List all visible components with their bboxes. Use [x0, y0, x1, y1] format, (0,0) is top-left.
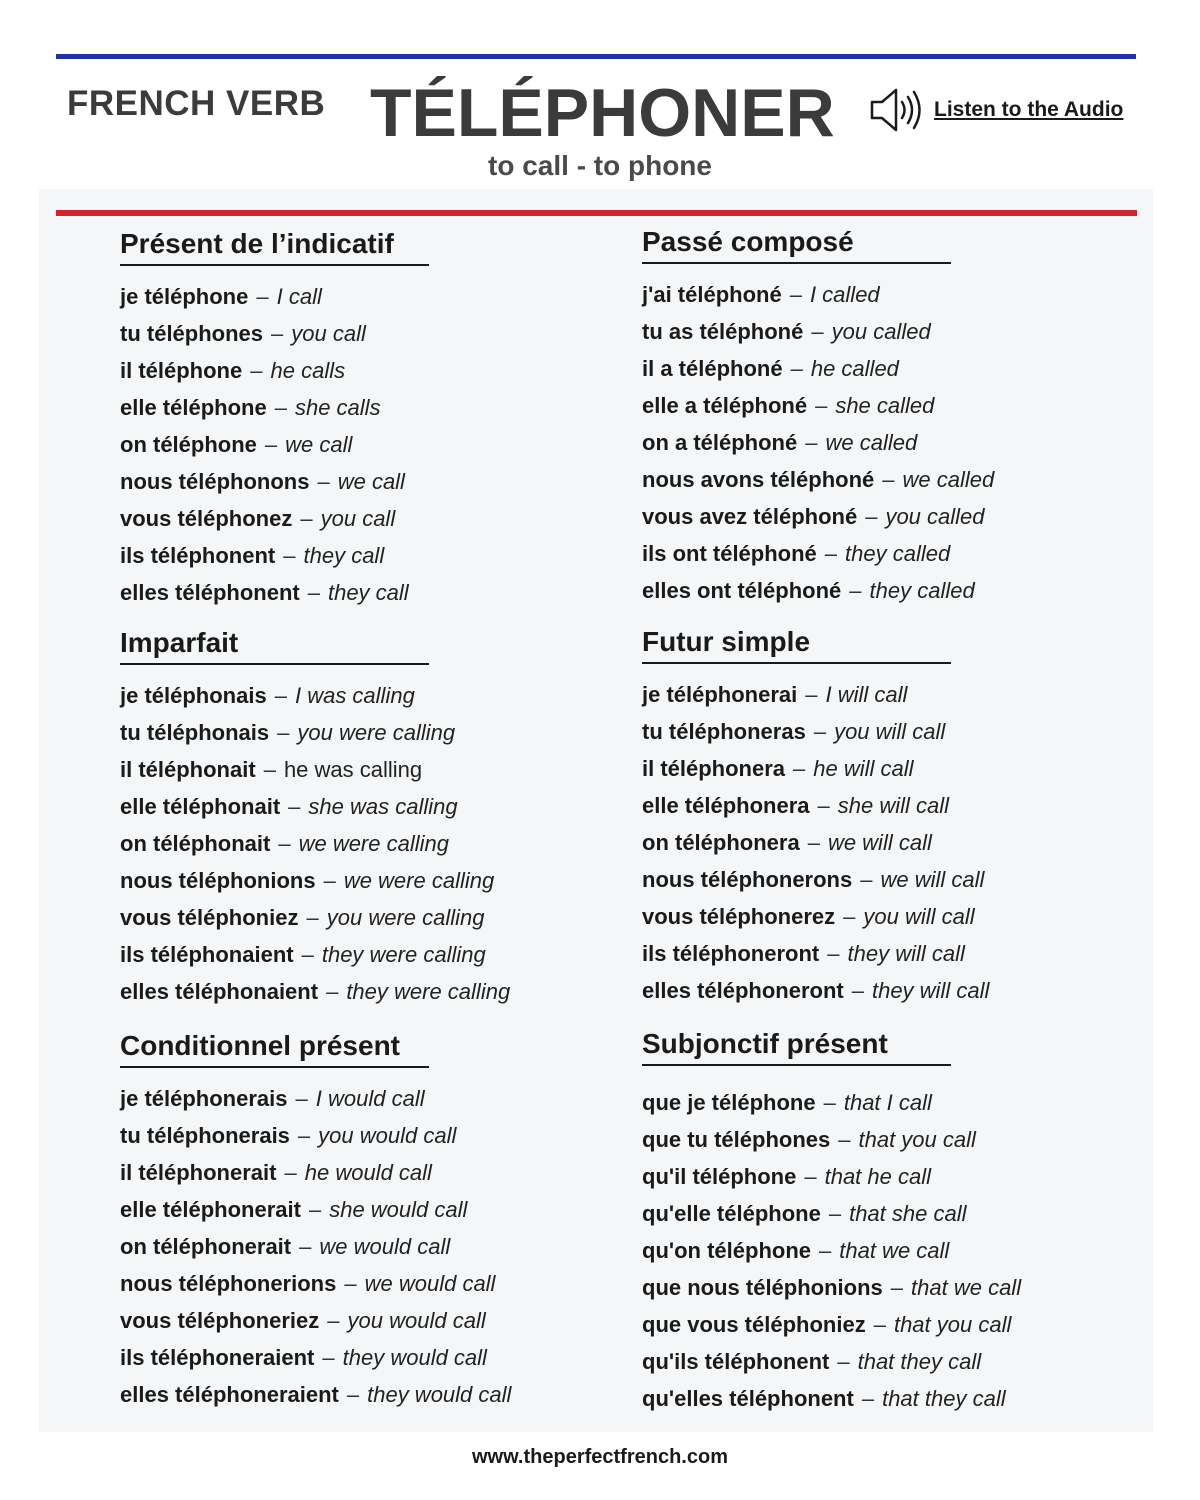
conjugation-row: [120, 541, 560, 578]
conjugation-list: [642, 680, 1082, 1013]
separator-dash: –: [861, 1386, 875, 1411]
french-form: elles téléphonaient: [120, 979, 319, 1004]
conjugation-row: [642, 865, 1082, 902]
english-translation: we would call: [319, 1234, 451, 1259]
english-translation: you will call: [863, 904, 975, 929]
conjugation-row: [120, 755, 560, 792]
separator-dash: –: [323, 868, 336, 893]
french-form: je téléphonais: [120, 683, 267, 708]
english-translation: you called: [885, 504, 985, 529]
english-translation: he was calling: [283, 757, 423, 782]
english-translation: we call: [285, 432, 353, 457]
conjugation-row: [120, 792, 560, 829]
conjugation-row: [120, 1232, 560, 1269]
english-translation: we were calling: [298, 831, 449, 856]
english-translation: I called: [809, 282, 880, 307]
french-form: qu'elles téléphonent: [642, 1386, 854, 1411]
english-translation: you would call: [347, 1308, 486, 1333]
separator-dash: –: [274, 395, 287, 420]
french-form: on téléphonait: [120, 831, 271, 856]
conjugation-row: [120, 1306, 560, 1343]
conjugation-row: [642, 976, 1082, 1013]
french-form: nous téléphonions: [120, 868, 316, 893]
english-translation: I would call: [315, 1086, 425, 1111]
french-form: ils téléphoneraient: [120, 1345, 315, 1370]
english-translation: they called: [869, 578, 975, 603]
separator-dash: –: [838, 1127, 851, 1152]
english-translation: that we call: [911, 1275, 1022, 1300]
separator-dash: –: [849, 578, 862, 603]
french-form: je téléphonerais: [120, 1086, 288, 1111]
french-form: que tu téléphones: [642, 1127, 831, 1152]
french-form: vous téléphonerez: [642, 904, 836, 929]
conjugation-row: [642, 317, 1082, 354]
english-translation: we call: [337, 469, 405, 494]
separator-dash: –: [295, 1086, 308, 1111]
separator-dash: –: [327, 1308, 340, 1333]
conjugation-row: [120, 1121, 560, 1158]
english-translation: she would call: [329, 1197, 468, 1222]
separator-dash: –: [811, 319, 824, 344]
separator-dash: –: [815, 393, 828, 418]
conjugation-row: [120, 1084, 560, 1121]
conjugation-row: [120, 718, 560, 755]
conjugation-row: [642, 1384, 1082, 1421]
separator-dash: –: [813, 719, 827, 744]
separator-dash: –: [322, 1345, 335, 1370]
english-translation: that I call: [843, 1090, 932, 1115]
separator-dash: –: [805, 682, 818, 707]
separator-dash: –: [843, 904, 856, 929]
translation-subtitle: to call - to phone: [488, 150, 712, 181]
english-translation: they call: [327, 580, 409, 605]
english-translation: she calls: [294, 395, 381, 420]
conjugation-row: [120, 903, 560, 940]
conjugation-row: [120, 940, 560, 977]
french-form: qu'elle téléphone: [642, 1201, 821, 1226]
english-translation: you were calling: [297, 720, 456, 745]
english-translation: we will call: [880, 867, 985, 892]
english-translation: she called: [835, 393, 935, 418]
separator-dash: –: [346, 1382, 360, 1407]
french-form: il téléphone: [120, 358, 243, 383]
section-title: Conditionnel présent: [120, 1030, 429, 1068]
english-translation: I will call: [825, 682, 908, 707]
separator-dash: –: [271, 321, 284, 346]
separator-dash: –: [890, 1275, 904, 1300]
conjugation-row: [120, 282, 560, 319]
conjugation-row: [642, 754, 1082, 791]
conjugation-row: [642, 576, 1082, 613]
speaker-icon[interactable]: [868, 84, 924, 136]
conjugation-row: [120, 829, 560, 866]
separator-dash: –: [793, 756, 806, 781]
section-title: Passé composé: [642, 226, 951, 264]
audio-control[interactable]: [868, 84, 1123, 136]
separator-dash: –: [274, 683, 287, 708]
separator-dash: –: [837, 1349, 850, 1374]
footer-url[interactable]: www.theperfectfrench.com: [472, 1446, 728, 1468]
english-translation: that she call: [849, 1201, 967, 1226]
french-form: il téléphonait: [120, 757, 256, 782]
english-translation: he calls: [270, 358, 346, 383]
french-form: elle téléphonera: [642, 793, 810, 818]
conjugation-list: [642, 280, 1082, 613]
french-form: tu téléphonerais: [120, 1123, 290, 1148]
french-form: vous téléphonez: [120, 506, 293, 531]
french-form: ils téléphonaient: [120, 942, 294, 967]
french-form: elle téléphonait: [120, 794, 281, 819]
separator-dash: –: [263, 757, 276, 782]
conjugation-list: [120, 1084, 560, 1417]
conjugation-row: [642, 354, 1082, 391]
separator-dash: –: [264, 432, 278, 457]
english-translation: you would call: [318, 1123, 457, 1148]
french-form: qu'on téléphone: [642, 1238, 811, 1263]
french-form: elle téléphonerait: [120, 1197, 301, 1222]
english-translation: we would call: [364, 1271, 496, 1296]
french-form: je téléphonerai: [642, 682, 798, 707]
conjugation-row: [642, 1347, 1082, 1384]
conjugation-row: [120, 977, 560, 1014]
separator-dash: –: [301, 942, 314, 967]
separator-dash: –: [326, 979, 339, 1004]
english-translation: we called: [902, 467, 995, 492]
separator-dash: –: [827, 941, 840, 966]
separator-dash: –: [299, 1234, 312, 1259]
separator-dash: –: [344, 1271, 357, 1296]
conjugation-row: [120, 430, 560, 467]
conjugation-row: [120, 319, 560, 356]
english-translation: that they call: [857, 1349, 982, 1374]
separator-dash: –: [277, 720, 290, 745]
english-translation: you call: [320, 506, 396, 531]
english-translation: they called: [845, 541, 951, 566]
conjugation-row: [642, 1236, 1082, 1273]
section-title: Présent de l’indicatif: [120, 228, 429, 266]
separator-dash: –: [284, 1160, 297, 1185]
french-form: elles ont téléphoné: [642, 578, 842, 603]
french-form: elle téléphone: [120, 395, 267, 420]
english-translation: they would call: [367, 1382, 512, 1407]
section-title: Imparfait: [120, 627, 429, 665]
english-translation: that you call: [858, 1127, 976, 1152]
french-form: je téléphone: [120, 284, 249, 309]
conjugation-row: [642, 902, 1082, 939]
french-form: nous téléphonerons: [642, 867, 853, 892]
english-translation: that we call: [839, 1238, 950, 1263]
separator-dash: –: [307, 580, 320, 605]
french-form: que vous téléphoniez: [642, 1312, 866, 1337]
conjugation-row: [120, 467, 560, 504]
french-form: ils téléphonent: [120, 543, 276, 568]
conjugation-row: [120, 356, 560, 393]
section-passe-compose: [642, 226, 1082, 613]
english-translation: that you call: [893, 1312, 1012, 1337]
conjugation-row: [642, 791, 1082, 828]
french-verb-label: FRENCH VERB: [67, 84, 326, 123]
separator-dash: –: [256, 284, 269, 309]
separator-dash: –: [823, 1090, 836, 1115]
conjugation-row: [642, 1199, 1082, 1236]
conjugation-row: [642, 1273, 1082, 1310]
english-translation: you called: [831, 319, 931, 344]
english-translation: we were calling: [343, 868, 495, 893]
french-form: ils ont téléphoné: [642, 541, 817, 566]
section-imparfait: [120, 627, 560, 1014]
section-present: [120, 228, 560, 615]
conjugation-row: [642, 502, 1082, 539]
french-form: que je téléphone: [642, 1090, 816, 1115]
french-form: il a téléphoné: [642, 356, 783, 381]
separator-dash: –: [790, 356, 803, 381]
english-translation: they were calling: [321, 942, 486, 967]
separator-dash: –: [278, 831, 291, 856]
conjugation-row: [642, 717, 1082, 754]
french-form: tu as téléphoné: [642, 319, 804, 344]
french-form: tu téléphones: [120, 321, 264, 346]
french-form: elles téléphoneront: [642, 978, 844, 1003]
conjugation-row: [642, 1310, 1082, 1347]
conjugation-row: [120, 681, 560, 718]
separator-dash: –: [300, 506, 313, 531]
conjugation-row: [642, 280, 1082, 317]
conjugation-row: [642, 1125, 1082, 1162]
english-translation: he will call: [813, 756, 914, 781]
separator-dash: –: [819, 1238, 832, 1263]
top-blue-bar: [56, 54, 1136, 59]
listen-audio-link[interactable]: Listen to the Audio: [934, 98, 1124, 121]
french-form: on a téléphoné: [642, 430, 798, 455]
separator-dash: –: [882, 467, 895, 492]
separator-dash: –: [804, 1164, 817, 1189]
section-conditionnel-present: [120, 1030, 560, 1417]
red-divider-bar: [56, 210, 1137, 216]
french-form: vous téléphoniez: [120, 905, 299, 930]
section-futur-simple: [642, 626, 1082, 1013]
conjugation-row: [642, 465, 1082, 502]
conjugation-row: [642, 680, 1082, 717]
separator-dash: –: [873, 1312, 886, 1337]
english-translation: you were calling: [326, 905, 485, 930]
separator-dash: –: [860, 867, 873, 892]
french-form: tu téléphonais: [120, 720, 270, 745]
french-form: il téléphonera: [642, 756, 786, 781]
conjugation-row: [120, 866, 560, 903]
conjugation-row: [120, 1343, 560, 1380]
french-form: vous avez téléphoné: [642, 504, 858, 529]
separator-dash: –: [250, 358, 263, 383]
separator-dash: –: [308, 1197, 322, 1222]
conjugation-list: [120, 681, 560, 1014]
french-form: nous téléphonerions: [120, 1271, 337, 1296]
english-translation: they would call: [342, 1345, 487, 1370]
conjugation-list: [120, 282, 560, 615]
conjugation-row: [120, 1380, 560, 1417]
conjugation-row: [120, 1158, 560, 1195]
french-form: nous téléphonons: [120, 469, 310, 494]
french-form: vous téléphoneriez: [120, 1308, 320, 1333]
french-form: qu'il téléphone: [642, 1164, 797, 1189]
separator-dash: –: [283, 543, 296, 568]
conjugation-row: [642, 1088, 1082, 1125]
separator-dash: –: [817, 793, 830, 818]
english-translation: she was calling: [308, 794, 458, 819]
conjugation-row: [642, 828, 1082, 865]
french-form: elles téléphoneraient: [120, 1382, 339, 1407]
separator-dash: –: [789, 282, 802, 307]
french-form: tu téléphoneras: [642, 719, 806, 744]
conjugation-row: [642, 391, 1082, 428]
french-form: on téléphonerait: [120, 1234, 292, 1259]
english-translation: they were calling: [346, 979, 511, 1004]
separator-dash: –: [805, 430, 818, 455]
french-form: elles téléphonent: [120, 580, 300, 605]
english-translation: she will call: [837, 793, 950, 818]
french-form: nous avons téléphoné: [642, 467, 875, 492]
conjugation-row: [642, 1162, 1082, 1199]
separator-dash: –: [317, 469, 330, 494]
french-form: elle a téléphoné: [642, 393, 808, 418]
french-form: ils téléphoneront: [642, 941, 820, 966]
section-title: Subjonctif présent: [642, 1028, 951, 1066]
conjugation-row: [120, 1269, 560, 1306]
separator-dash: –: [807, 830, 820, 855]
separator-dash: –: [851, 978, 864, 1003]
english-translation: that they call: [882, 1386, 1006, 1411]
english-translation: I call: [276, 284, 322, 309]
conjugation-row: [642, 539, 1082, 576]
separator-dash: –: [828, 1201, 842, 1226]
separator-dash: –: [865, 504, 878, 529]
conjugation-row: [120, 578, 560, 615]
conjugation-row: [642, 939, 1082, 976]
french-form: on téléphone: [120, 432, 257, 457]
english-translation: they will call: [847, 941, 965, 966]
english-translation: they call: [303, 543, 385, 568]
section-subjonctif-present: [642, 1028, 1082, 1421]
english-translation: we called: [825, 430, 918, 455]
conjugation-row: [120, 504, 560, 541]
english-translation: that he call: [824, 1164, 931, 1189]
english-translation: you call: [291, 321, 366, 346]
english-translation: I was calling: [294, 683, 415, 708]
english-translation: they will call: [871, 978, 990, 1003]
conjugation-row: [120, 1195, 560, 1232]
english-translation: you will call: [834, 719, 946, 744]
french-form: que nous téléphonions: [642, 1275, 883, 1300]
conjugation-row: [120, 393, 560, 430]
verb-title: TÉLÉPHONER: [370, 75, 835, 151]
english-translation: he called: [810, 356, 899, 381]
english-translation: he would call: [304, 1160, 432, 1185]
french-form: qu'ils téléphonent: [642, 1349, 830, 1374]
separator-dash: –: [297, 1123, 311, 1148]
separator-dash: –: [824, 541, 838, 566]
english-translation: we will call: [827, 830, 932, 855]
conjugation-list: [642, 1088, 1082, 1421]
separator-dash: –: [288, 794, 301, 819]
conjugation-row: [642, 428, 1082, 465]
french-form: il téléphonerait: [120, 1160, 277, 1185]
french-form: on téléphonera: [642, 830, 800, 855]
section-title: Futur simple: [642, 626, 951, 664]
separator-dash: –: [306, 905, 319, 930]
french-form: j'ai téléphoné: [642, 282, 782, 307]
